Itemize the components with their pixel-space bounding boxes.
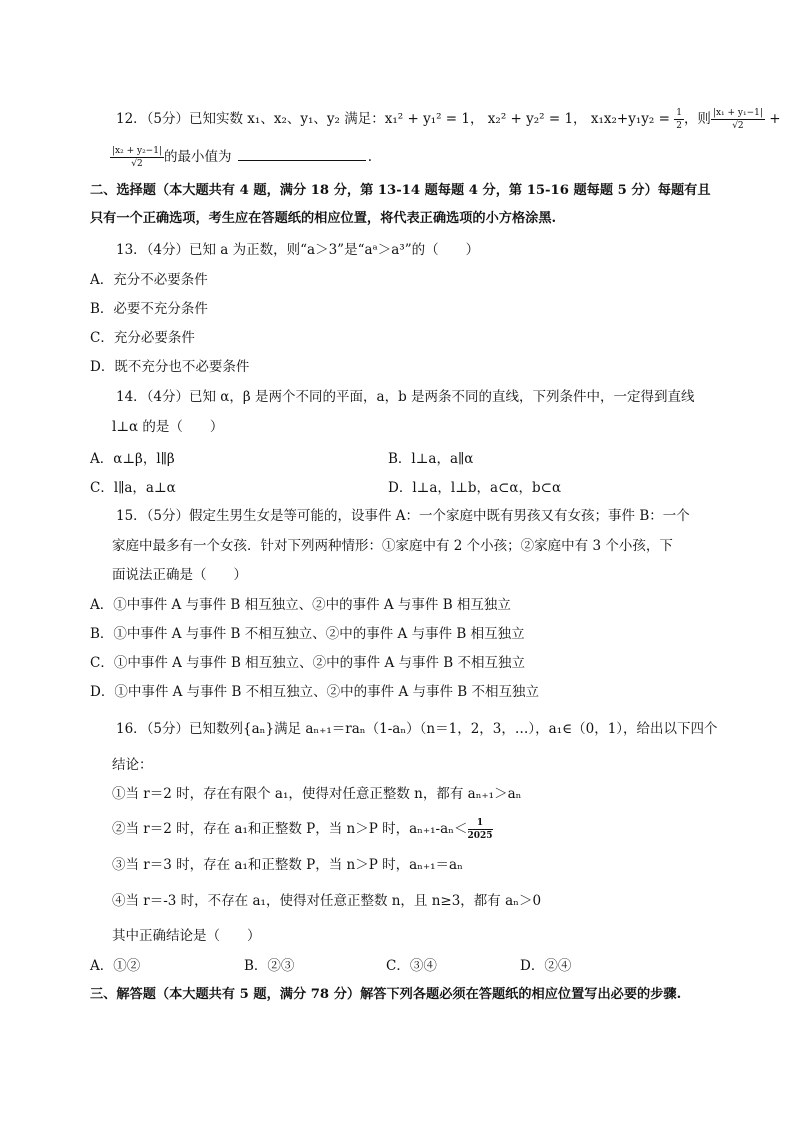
q15-option-b: B．①中事件 A 与事件 B 不相互独立、②中的事件 A 与事件 B 相互独立 xyxy=(90,626,525,642)
q15-stem-line1: 15．（5分）假定生男生女是等可能的，设事件 A：一个家庭中既有男孩又有女孩；事件 B：一个 xyxy=(116,508,690,524)
q16-option-d: D．②④ xyxy=(520,958,572,974)
fraction-1-2025: $\frac{1}{2025}$ xyxy=(467,818,493,841)
q14-option-d: D．l⊥a，l⊥b，a⊂α，b⊂α xyxy=(388,480,562,496)
q15-option-a: A．①中事件 A 与事件 B 相互独立、②中的事件 A 与事件 B 相互独立 xyxy=(90,597,511,613)
q16-conclusion-1: ①当 r＝2 时，存在有限个 a₁，使得对任意正整数 n，都有 aₙ₊₁＞aₙ xyxy=(112,786,522,802)
q14-stem-line1: 14．（4分）已知 α，β 是两个不同的平面，a，b 是两条不同的直线，下列条件中，一定得到直线 xyxy=(116,389,695,405)
answer-blank xyxy=(238,148,366,161)
q14-stem-line2: l⊥α 的是（ ） xyxy=(112,419,224,435)
section2-heading-line2: 只有一个正确选项，考生应在答题纸的相应位置，将代表正确选项的小方格涂黑. xyxy=(90,211,557,226)
q15-stem-line2: 家庭中最多有一个女孩．针对下列两种情形：①家庭中有 2 个小孩；②家庭中有 3 个小孩，下 xyxy=(112,538,673,554)
q15-option-c: C．①中事件 A 与事件 B 相互独立、②中的事件 A 与事件 B 不相互独立 xyxy=(90,655,525,671)
q16-ask: 其中正确结论是（ ） xyxy=(112,928,261,944)
q14-option-a: A．α⊥β，l∥β xyxy=(90,451,175,467)
q16-conclusion-3: ③当 r＝3 时，存在 a₁和正整数 P，当 n＞P 时，aₙ₊₁＝aₙ xyxy=(112,857,463,873)
q13-option-c: C．充分必要条件 xyxy=(90,330,195,346)
fraction-2: $\frac{\text{|x₂ + y₂−1|}}{√2}$ xyxy=(112,146,162,169)
q16-option-c: C．③④ xyxy=(386,958,437,974)
fraction-1: $\frac{\text{|x₁ + y₁−1|}}{√2}$ xyxy=(712,108,763,131)
q16-conclusion-4: ④当 r＝-3 时，不存在 a₁，使得对任意正整数 n，且 n≥3，都有 aₙ＞0 xyxy=(112,893,542,909)
q16-conclusion-2: ②当 r＝2 时，存在 a₁和正整数 P，当 n＞P 时，aₙ₊₁-aₙ＜ $\frac{1}{2025}$ xyxy=(112,818,493,841)
q13-option-b: B．必要不充分条件 xyxy=(90,301,208,317)
fraction-half: $\frac{1}{2}$ xyxy=(676,108,682,131)
q15-stem-line3: 面说法正确是（ ） xyxy=(112,567,247,583)
section2-heading-line1: 二、选择题（本大题共有 4 题，满分 18 分，第 13-14 题每题 4 分，第 15-16 题每题 5 分）每题有且 xyxy=(90,183,711,198)
q16-option-b: B．②③ xyxy=(244,958,295,974)
q13-option-d: D．既不充分也不必要条件 xyxy=(90,359,250,375)
q16-option-a: A．①② xyxy=(90,958,141,974)
q15-option-d: D．①中事件 A 与事件 B 不相互独立、②中的事件 A 与事件 B 不相互独立 xyxy=(90,684,539,700)
q13-stem: 13．（4分）已知 a 为正数，则“a＞3”是“aᵃ＞a³”的（ ） xyxy=(116,242,480,258)
section3-heading: 三、解答题（本大题共有 5 题，满分 78 分）解答下列各题必须在答题纸的相应位置写出必要的步骤. xyxy=(90,987,682,1002)
q14-option-c: C．l∥a，a⊥α xyxy=(90,480,176,496)
q12-line1: 12．（5分）已知实数 x₁、x₂、y₁、y₂ 满足：x₁² + y₁² = 1， x₂² + y₂² = 1， x₁x₂+y₁y₂ = $\frac{1}{2}$ ，则 $\frac{\text{|x₁ + y₁−1|}}{√2}$ + xyxy=(116,108,781,131)
q16-stem-line2: 结论： xyxy=(112,757,153,773)
q16-stem-line1: 16．（5分）已知数列{aₙ}满足 aₙ₊₁＝raₙ（1-aₙ）（n＝1，2，3，…），a₁∈（0，1），给出以下四个 xyxy=(116,721,718,737)
q12-line2: $\frac{\text{|x₂ + y₂−1|}}{√2}$ 的最小值为 . xyxy=(112,146,373,169)
q13-option-a: A．充分不必要条件 xyxy=(90,272,208,288)
q14-option-b: B．l⊥a，a∥α xyxy=(388,451,474,467)
